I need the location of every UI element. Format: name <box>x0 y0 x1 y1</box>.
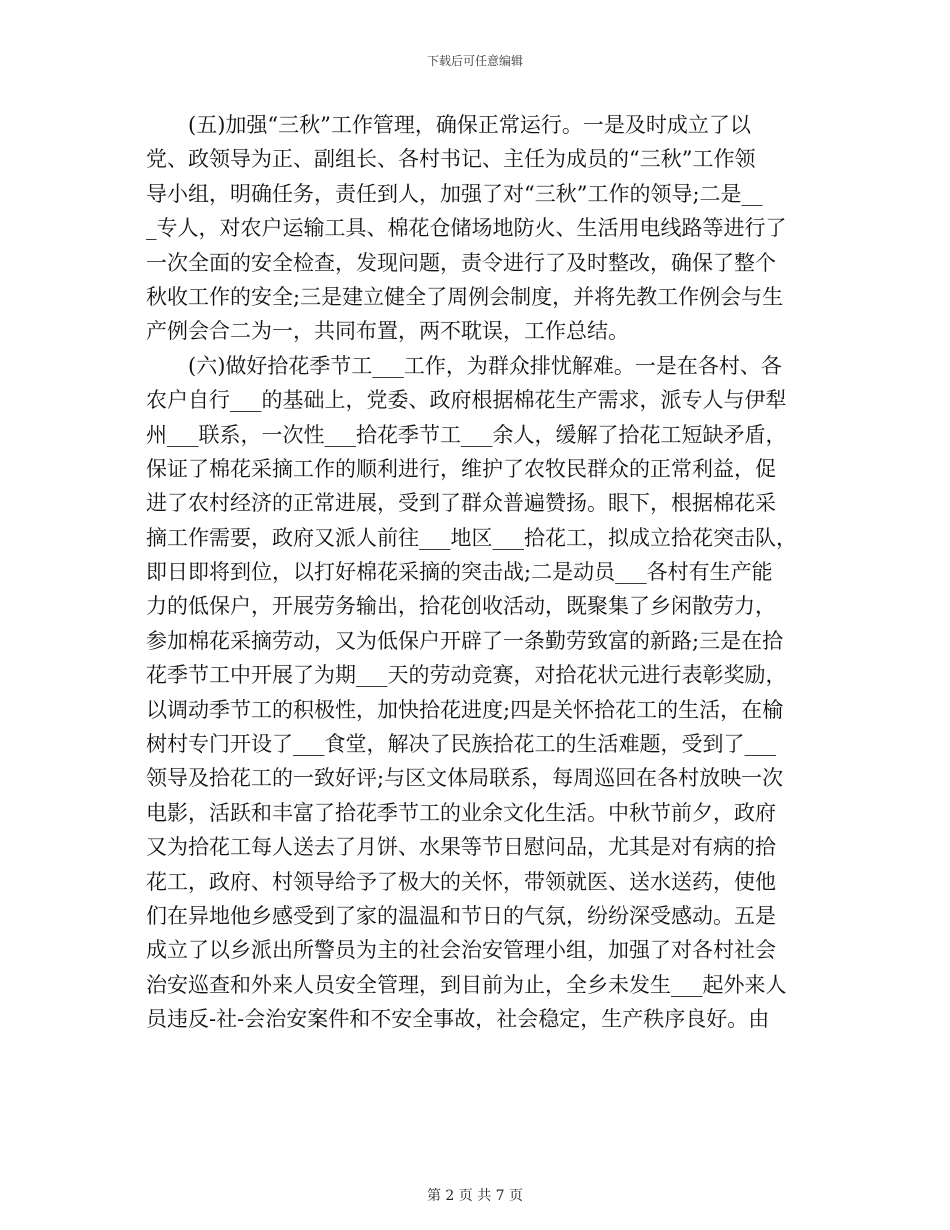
text-line: (五)加强“三秋”工作管理，确保正常运行。一是及时成立了以 <box>188 113 751 137</box>
text-line: 树村专门开设了___食堂，解决了民族拾花工的生活难题，受到了___ <box>146 732 776 757</box>
text-line: 导小组，明确任务，责任到人，加强了对“三秋”工作的领导;二是__ <box>146 181 763 206</box>
text-line: 参加棉花采摘劳动，又为低保户开辟了一条勤劳致富的新路;三是在拾 <box>146 628 784 653</box>
text-line: 电影，活跃和丰富了拾花季节工的业余文化生活。中秋节前夕，政府 <box>146 800 776 825</box>
text-line: 党、政领导为正、副组长、各村书记、主任为成员的“三秋”工作领 <box>146 147 756 172</box>
text-line: 产例会合二为一，共同布置，两不耽误，工作总结。 <box>146 319 629 344</box>
text-line: 秋收工作的安全;三是建立健全了周例会制度，并将先教工作例会与生 <box>146 284 784 309</box>
text-line: (六)做好拾花季节工___工作，为群众排忧解难。一是在各村、各 <box>188 353 782 378</box>
page-header: 下载后可任意编辑 <box>426 54 523 68</box>
text-line: 领导及拾花工的一致好评;与区文体局联系，每周巡回在各村放映一次 <box>146 766 784 791</box>
text-line: 花工，政府、村领导给予了极大的关怀，带领就医、送水送药，使他 <box>146 869 776 894</box>
text-line: 摘工作需要，政府又派人前往___地区___拾花工，拟成立拾花突击队， <box>146 525 797 550</box>
text-line: _专人，对农户运输工具、棉花仓储场地防火、生活用电线路等进行了 <box>146 216 787 241</box>
text-line: 进了农村经济的正常进展，受到了群众普遍赞扬。眼下，根据棉花采 <box>146 491 776 516</box>
text-line: 又为拾花工每人送去了月饼、水果等节日慰问品，尤其是对有病的拾 <box>146 835 776 860</box>
text-line: 力的低保户，开展劳务输出，拾花创收活动，既聚集了乡闲散劳力， <box>146 594 776 619</box>
page-footer: 第 2 页 共 7 页 <box>426 1188 524 1204</box>
text-line: 以调动季节工的积极性，加快拾花进度;四是关怀拾花工的生活，在榆 <box>146 697 784 722</box>
text-line: 成立了以乡派出所警员为主的社会治安管理小组，加强了对各村社会 <box>146 938 776 963</box>
text-line: 们在异地他乡感受到了家的温温和节日的气氛，纷纷深受感动。五是 <box>146 903 776 928</box>
text-line: 保证了棉花采摘工作的顺利进行，维护了农牧民群众的正常利益，促 <box>146 456 776 481</box>
text-line: 员违反-社-会治安案件和不安全事故，社会稳定，生产秩序良好。由 <box>146 1007 770 1032</box>
text-line: 花季节工中开展了为期___天的劳动竞赛，对拾花状元进行表彰奖励， <box>146 663 787 688</box>
document-body <box>146 108 806 1037</box>
text-line: 治安巡查和外来人员安全管理，到目前为止，全乡未发生___起外来人 <box>146 972 787 997</box>
paragraph-six <box>146 349 806 1037</box>
text-line: 农户自行___的基础上，党委、政府根据棉花生产需求，派专人与伊犁 <box>146 388 787 413</box>
text-line: 州___联系，一次性___拾花季节工___余人，缓解了拾花工短缺矛盾， <box>146 422 787 447</box>
paragraph-five <box>146 108 806 349</box>
text-line: 一次全面的安全检查，发现问题，责令进行了及时整改，确保了整个 <box>146 250 776 275</box>
text-line: 即日即将到位，以打好棉花采摘的突击战;二是动员___各村有生产能 <box>146 560 773 585</box>
